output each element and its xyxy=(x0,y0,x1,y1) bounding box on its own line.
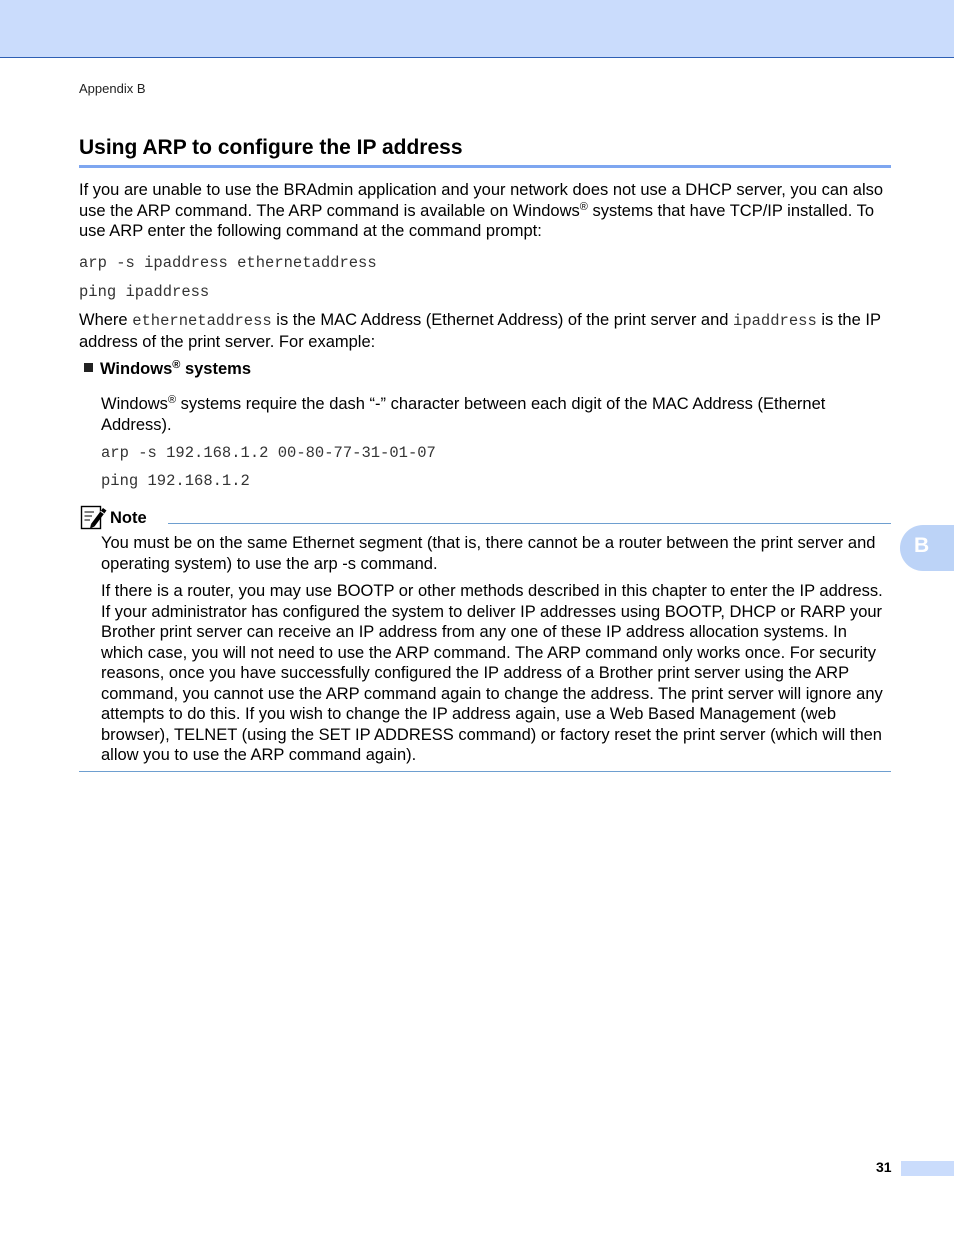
title-underline xyxy=(79,165,891,168)
code-arp-example: arp -s 192.168.1.2 00-80-77-31-01-07 xyxy=(101,444,436,462)
side-tab-letter: B xyxy=(914,534,930,557)
where-text-2: is the MAC Address (Ethernet Address) of the print server and xyxy=(271,311,734,329)
code-ping-example: ping 192.168.1.2 xyxy=(101,472,250,490)
where-text-3: is the IP address of the print server. For example: xyxy=(79,311,881,351)
windows-body-word: Windows xyxy=(101,395,168,413)
registered-mark: ® xyxy=(172,359,181,371)
windows-body-rest: systems require the dash “-” character between each digit of the MAC Address (Ethernet Address). xyxy=(101,395,826,434)
bullet-square-icon xyxy=(84,363,93,372)
where-code-ethernetaddress: ethernetaddress xyxy=(132,312,272,330)
section-title: Using ARP to configure the IP address xyxy=(79,136,463,159)
intro-text-1: If you are unable to use the BRAdmin application and your network does not use a DHCP server, you can also use the ARP command. The ARP command is available on Windows xyxy=(79,181,884,220)
page-number: 31 xyxy=(876,1159,892,1175)
code-ping-generic: ping ipaddress xyxy=(79,283,210,301)
note-label: Note xyxy=(110,509,147,527)
header-band xyxy=(0,0,954,58)
code-arp-generic: arp -s ipaddress ethernetaddress xyxy=(79,254,377,272)
where-paragraph xyxy=(79,310,894,352)
note-bottom-rule xyxy=(79,771,891,772)
running-header: Appendix B xyxy=(79,81,146,96)
note-paragraph-2: If there is a router, you may use BOOTP or other methods described in this chapter to enter the IP address. If your administrator has configured the system to deliver IP addresses using BOOTP, DHCP or RARP your Brother print server can receive an IP address from any one of these IP address allocation systems. In which case, you will not need to use the ARP command. The ARP command only works once. For security reasons, once you have successfully configured the IP address of a Brother print server using the ARP command, you cannot use the ARP command again to change the address. The print server will ignore any attempts to do this. If you wish to change the IP address again, use a Web Based Management (web browser), TELNET (using the SET IP ADDRESS command) or factory reset the print server (which will then allow you to use the ARP command again). xyxy=(101,582,883,764)
note-paragraph-1: You must be on the same Ethernet segment (that is, there cannot be a router between the print server and operating system) to use the arp -s command. xyxy=(101,534,876,573)
where-code-ipaddress: ipaddress xyxy=(733,312,817,330)
registered-mark: ® xyxy=(579,200,588,213)
windows-heading xyxy=(84,360,251,379)
intro-text-2: systems that have TCP/IP installed. To use ARP enter the following command at the command prompt: xyxy=(79,201,875,240)
page-number-bar xyxy=(901,1161,954,1176)
registered-mark: ® xyxy=(167,394,177,406)
note-pencil-icon xyxy=(80,503,108,531)
windows-heading-rest: systems xyxy=(180,360,252,378)
intro-paragraph xyxy=(79,180,894,242)
windows-paragraph xyxy=(101,394,891,435)
appendix-side-tab xyxy=(900,525,954,571)
note-top-rule xyxy=(168,523,891,524)
where-text-1: Where xyxy=(79,311,133,329)
windows-heading-word: Windows xyxy=(100,360,173,378)
